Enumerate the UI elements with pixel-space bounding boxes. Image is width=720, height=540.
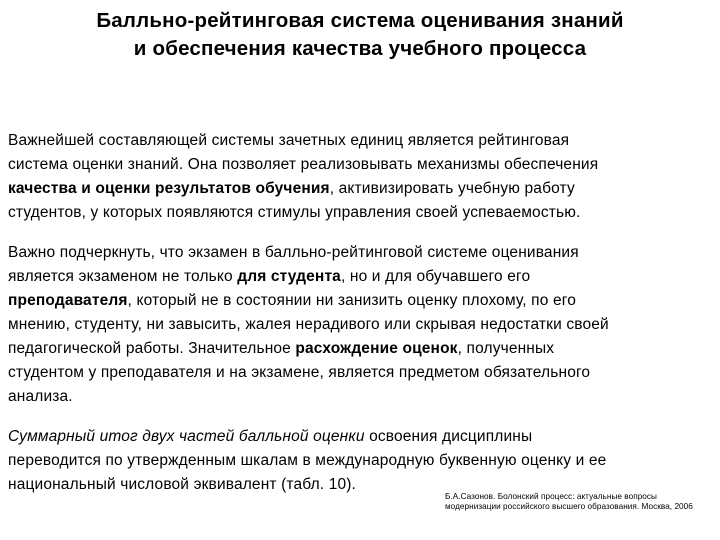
paragraph-2-line-2 [8,265,708,289]
body-text [8,129,708,497]
paragraph-1-line-4 [8,201,708,225]
paragraph-1-line-1-text: Важнейшей составляющей системы зачетных единиц является рейтинговая [8,132,570,149]
emphasis-for-student: для студента [237,268,341,285]
paragraph-2-line-1 [8,241,708,265]
paragraph-gap [8,225,708,241]
citation [445,492,710,512]
paragraph-2-line-4 [8,313,708,337]
paragraph-3 [8,425,708,497]
emphasis-teacher: преподавателя [8,292,128,309]
paragraph-2-line-5-after: , полученных [457,340,555,357]
paragraph-2-line-3-text: , который не в состоянии ни занизить оценку плохому, по его [127,292,576,309]
paragraph-2-line-3 [8,289,708,313]
paragraph-1 [8,129,708,225]
paragraph-1-line-3 [8,177,708,201]
paragraph-2-line-7-text: анализа. [8,388,73,405]
title-line-1: Балльно-рейтинговая система оценивания знаний [96,9,624,32]
paragraph-1-line-2-text: система оценки знаний. Она позволяет реализовывать механизмы обеспечения [8,156,599,173]
paragraph-1-line-2 [8,153,708,177]
emphasis-quality-results: качества и оценки результатов обучения [8,180,330,197]
paragraph-3-line-3-text: национальный числовой эквивалент (табл. 10). [8,476,357,493]
paragraph-2-line-5 [8,337,708,361]
paragraph-1-line-4-text: студентов, у которых появляются стимулы управления своей успеваемостью. [8,204,581,221]
paragraph-2-line-7 [8,385,708,409]
citation-line-1: Б.А.Сазонов. Болонский процесс: актуальные вопросы [445,492,657,501]
paragraph-2 [8,241,708,409]
paragraph-1-line-1 [8,129,708,153]
paragraph-3-line-2-text: переводится по утвержденным шкалам в международную буквенную оценку и ее [8,452,607,469]
emphasis-grade-discrepancy: расхождение оценок [295,340,458,357]
paragraph-2-line-5-before: педагогической работы. Значительное [8,340,296,357]
page-title [20,7,700,63]
paragraph-2-line-6-text: студентом у преподавателя и на экзамене, является предметом обязательного [8,364,591,381]
paragraph-3-line-1 [8,425,708,449]
paragraph-2-line-1-text: Важно подчеркнуть, что экзамен в балльно-рейтинговой системе оценивания [8,244,579,261]
title-line-2: и обеспечения качества учебного процесса [133,37,587,60]
paragraph-gap [8,409,708,425]
citation-line-2: модернизации российского высшего образования. Москва, 2006 [445,502,693,511]
paragraph-2-line-2-before: является экзаменом не только [8,268,238,285]
paragraph-3-line-1-text: освоения дисциплины [364,428,533,445]
paragraph-3-line-2 [8,449,708,473]
paragraph-2-line-6 [8,361,708,385]
emphasis-summary-total: Суммарный итог двух частей балльной оценки [8,428,365,445]
paragraph-2-line-2-after: , но и для обучавшего его [340,268,531,285]
paragraph-2-line-4-text: мнению, студенту, ни завысить, жалея нерадивого или скрывая недостатки своей [8,316,609,333]
paragraph-1-line-3-text: , активизировать учебную работу [329,180,575,197]
